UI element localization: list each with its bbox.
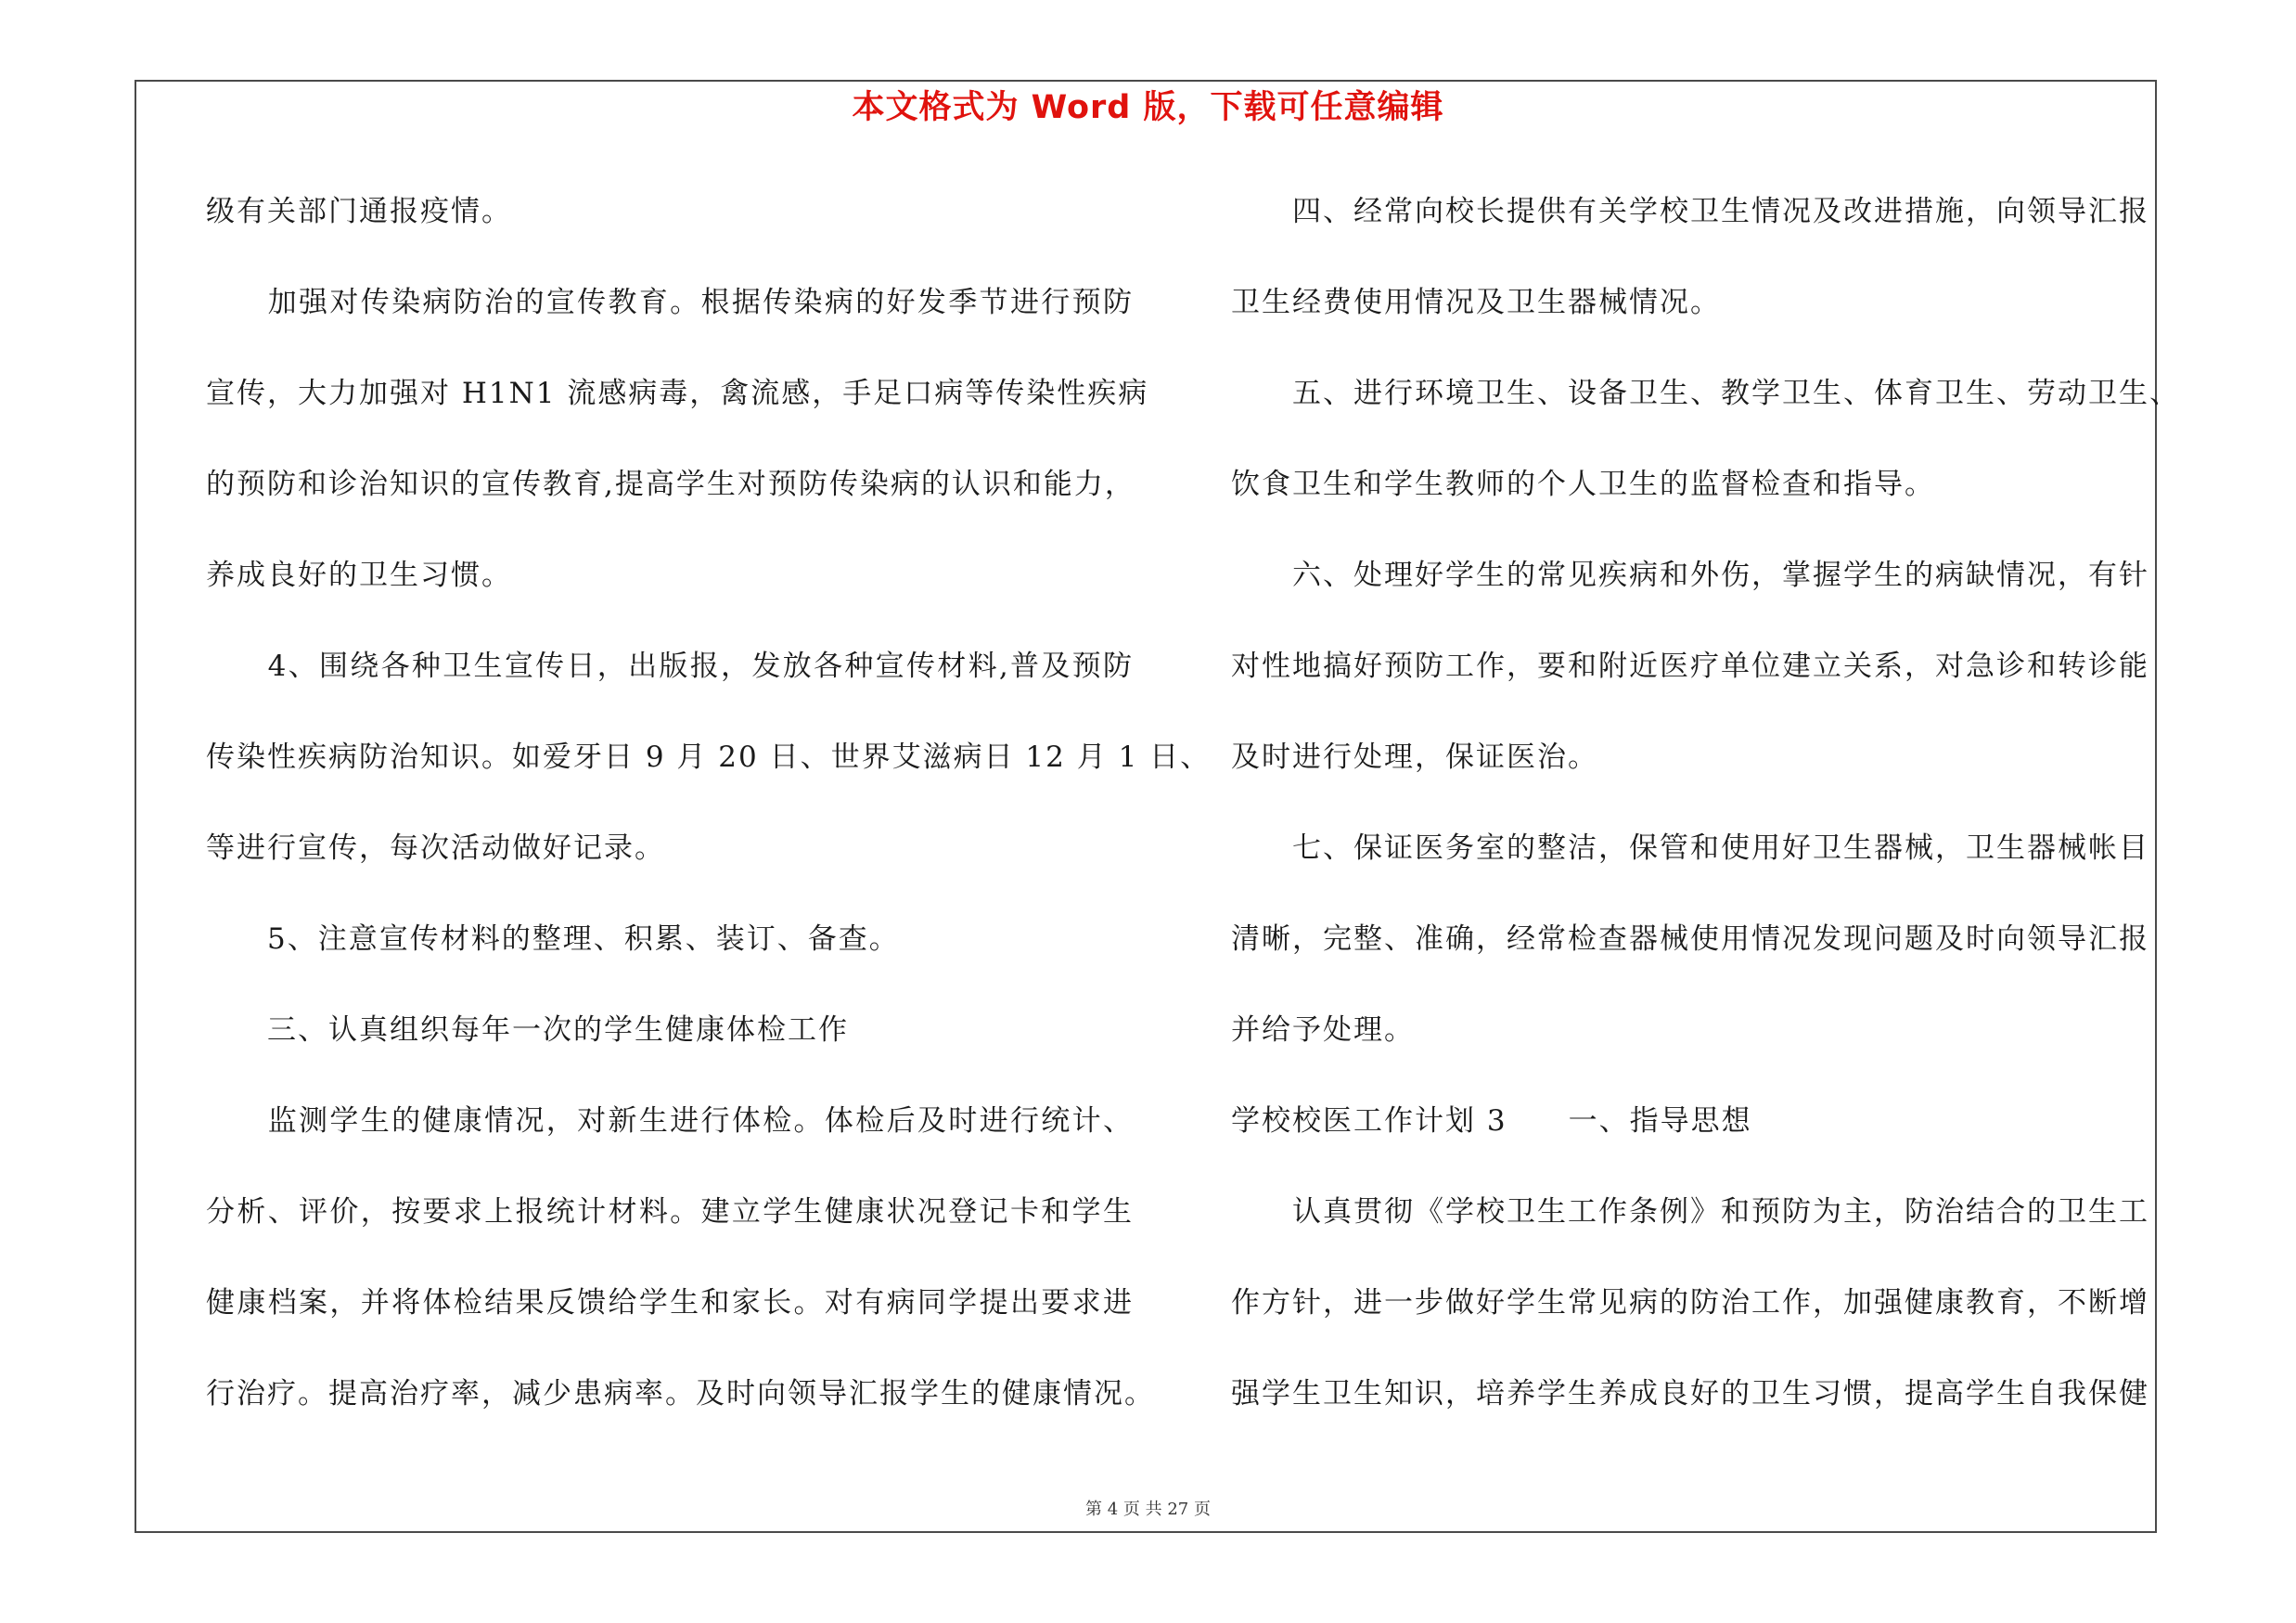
text-line: 等进行宣传，每次活动做好记录。 xyxy=(206,831,665,865)
text-line: 对性地搞好预防工作，要和附近医疗单位建立关系，对急诊和转诊能 xyxy=(1231,650,2149,683)
text-line: 宣传，大力加强对 H1N1 流感病毒，禽流感，手足口病等传染性疾病 xyxy=(206,377,1149,410)
section-heading: 三、认真组织每年一次的学生健康体检工作 xyxy=(206,1013,849,1047)
text-line: 作方针，进一步做好学生常见病的防治工作，加强健康教育，不断增 xyxy=(1231,1286,2149,1320)
text-line: 清晰，完整、准确，经常检查器械使用情况发现问题及时向领导汇报 xyxy=(1231,922,2149,956)
text-line: 健康档案，并将体检结果反馈给学生和家长。对有病同学提出要求进 xyxy=(206,1286,1134,1320)
text-line: 4、围绕各种卫生宣传日，出版报，发放各种宣传材料,普及预防 xyxy=(206,650,1134,683)
text-line: 分析、评价，按要求上报统计材料。建立学生健康状况登记卡和学生 xyxy=(206,1195,1134,1229)
text-line: 的预防和诊治知识的宣传教育,提高学生对预防传染病的认识和能力， xyxy=(206,468,1135,501)
text-line: 及时进行处理，保证医治。 xyxy=(1231,741,1598,774)
text-line: 七、保证医务室的整洁，保管和使用好卫生器械，卫生器械帐目 xyxy=(1231,831,2149,865)
page-number: 第 4 页 共 27 页 xyxy=(1085,1500,1211,1519)
text-line: 传染性疾病防治知识。如爱牙日 9 月 20 日、世界艾滋病日 12 月 1 日、 xyxy=(206,741,1212,774)
text-line: 5、注意宣传材料的整理、积累、装订、备查。 xyxy=(206,922,900,956)
text-line: 五、进行环境卫生、设备卫生、教学卫生、体育卫生、劳动卫生、 xyxy=(1231,377,2180,410)
text-line: 并给予处理。 xyxy=(1231,1013,1415,1047)
text-line: 认真贯彻《学校卫生工作条例》和预防为主，防治结合的卫生工 xyxy=(1231,1195,2149,1229)
text-line: 饮食卫生和学生教师的个人卫生的监督检查和指导。 xyxy=(1231,468,1935,501)
text-line: 六、处理好学生的常见疾病和外伤，掌握学生的病缺情况，有针 xyxy=(1231,559,2149,592)
text-line: 强学生卫生知识，培养学生养成良好的卫生习惯，提高学生自我保健 xyxy=(1231,1377,2149,1410)
text-line: 四、经常向校长提供有关学校卫生情况及改进措施，向领导汇报 xyxy=(1231,195,2149,228)
text-line: 级有关部门通报疫情。 xyxy=(206,195,512,228)
text-line: 监测学生的健康情况，对新生进行体检。体检后及时进行统计、 xyxy=(206,1104,1134,1138)
text-line: 养成良好的卫生习惯。 xyxy=(206,559,512,592)
text-line: 行治疗。提高治疗率，减少患病率。及时向领导汇报学生的健康情况。 xyxy=(206,1377,1155,1410)
text-line: 加强对传染病防治的宣传教育。根据传染病的好发季节进行预防 xyxy=(206,286,1134,319)
section-heading: 学校校医工作计划 3 一、指导思想 xyxy=(1231,1104,1752,1138)
format-banner: 本文格式为 Word 版，下载可任意编辑 xyxy=(852,89,1444,126)
text-line: 卫生经费使用情况及卫生器械情况。 xyxy=(1231,286,1721,319)
